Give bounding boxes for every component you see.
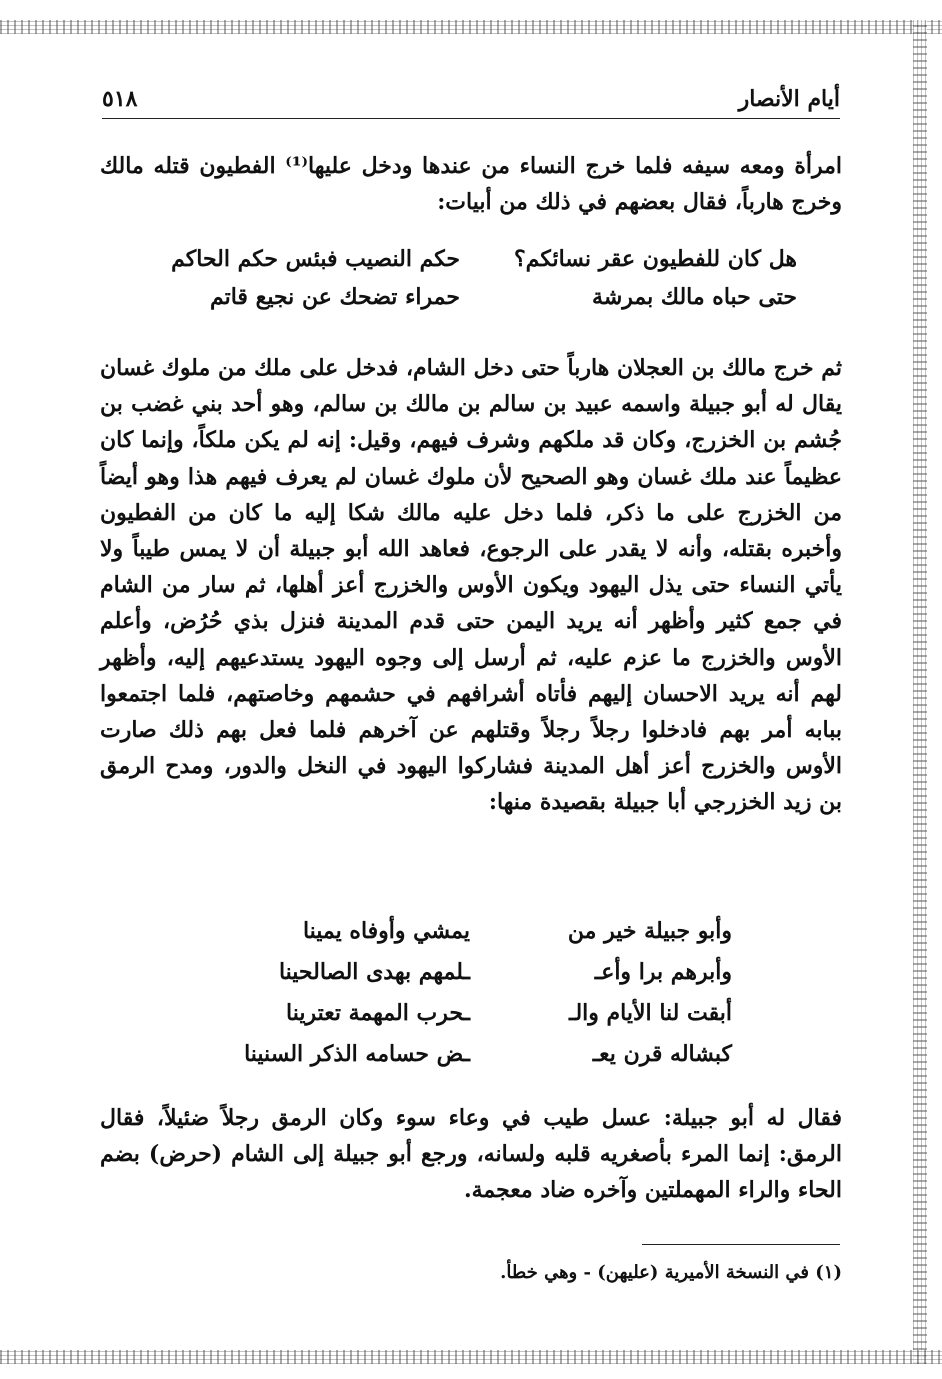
poem-2 xyxy=(100,918,842,1082)
paragraph-2-text: ثم خرج مالك بن العجلان هارباً حتى دخل الشام، فدخل على ملك من ملوك غسان يقال له أبو جبيلة واسمه عبيد بن سالم بن مالك بن سالم، وهو أحد بني غضب بن جُشم بن الخزرج، وكان قد ملكهم وشرف فيهم، وقيل: إنه لم يكن ملكاً، وإنما كان عظيماً عند ملك غسان وهو الصحيح لأن ملوك غسان لم يعرف فيهم هذا وهو أيضاً من الخزرج على ما ذكر، فلما دخل عليه مالك شكا إليه ما كان من الفطيون وأخبره بقتله، وأنه لا يقدر على الرجوع، فعاهد الله أبو جبيلة أن لا يمس طيباً ولا يأتي النساء حتى يذل اليهود ويكون الأوس والخزرج أعز أهلها، ثم سار من الشام في جمع كثير وأظهر أنه يريد اليمن حتى قدم المدينة فنزل بذي حُرُض، وأعلم الأوس والخزرج ما عزم عليه، ثم أرسل إلى وجوه اليهود يستدعيهم إليه، وأظهر لهم أنه يريد الاحسان إليهم فأتاه أشرافهم في حشمهم وخاصتهم، فلما اجتمعوا ببابه أمر بهم فادخلوا رجلاً رجلاً وقتلهم عن آخرهم فلما فعل بهم ذلك صارت الأوس والخزرج أعز أهل المدينة فشاركوا اليهود في النخل والدور، ومدح الرمق بن زيد الخزرجي أبا جبيلة بقصيدة منها: xyxy=(100,355,842,816)
paragraph-1-text: امرأة ومعه سيفه فلما خرج النساء من عندها ودخل عليها⁽¹⁾ الفطيون قتله مالك وخرج هارباً، فقال بعضهم في ذلك من أبيات: xyxy=(100,153,842,216)
verse-line xyxy=(100,918,842,959)
verse-first-hemistich: وأبو جبيلة خير من xyxy=(567,918,732,944)
paragraph-3 xyxy=(100,1100,842,1209)
verse-first-hemistich: وأبرهم برا وأعـ xyxy=(594,959,732,985)
verse-line xyxy=(100,246,842,284)
verse-first-hemistich: هل كان للفطيون عقر نسائكم؟ xyxy=(514,246,797,272)
verse-line xyxy=(100,284,842,322)
verse-first-hemistich: أبقت لنا الأيام والـ xyxy=(569,1000,732,1026)
paragraph-3-text: فقال له أبو جبيلة: عسل طيب في وعاء سوء وكان الرمق رجلاً ضئيلاً، فقال الرمق: إنما المرء بأصغريه قلبه ولسانه، ورجع أبو جبيلة إلى الشام (حرض) بضم الحاء والراء المهملتين وآخره ضاد معجمة. xyxy=(100,1105,842,1204)
verse-second-hemistich: حمراء تضحك عن نجيع قاتم xyxy=(209,284,460,310)
verse-second-hemistich: ـحرب المهمة تعترينا xyxy=(286,1000,470,1026)
page-number: ٥١٨ xyxy=(102,86,138,112)
poem-1 xyxy=(100,246,842,322)
page-header xyxy=(102,86,840,120)
verse-line xyxy=(100,1041,842,1082)
verse-first-hemistich: حتى حباه مالك بمرشة xyxy=(592,284,797,310)
footnote: (١) في النسخة الأميرية (عليهن) - وهي خطأ. xyxy=(500,1262,842,1283)
verse-second-hemistich: يمشي وأوفاه يمينا xyxy=(302,918,470,944)
header-rule xyxy=(102,118,840,119)
decorative-border-right xyxy=(913,20,927,1364)
verse-second-hemistich: ـض حسامه الذكر السنينا xyxy=(244,1041,470,1067)
footnote-rule xyxy=(642,1244,840,1245)
verse-first-hemistich: كبشاله قرن يعـ xyxy=(592,1041,732,1067)
paragraph-1 xyxy=(100,148,842,220)
verse-line xyxy=(100,959,842,1000)
verse-second-hemistich: حكم النصيب فبئس حكم الحاكم xyxy=(171,246,460,272)
decorative-border-top xyxy=(0,20,942,34)
running-title: أيام الأنصار xyxy=(738,86,840,112)
verse-second-hemistich: ـلمهم بهدى الصالحينا xyxy=(278,959,470,985)
paragraph-2 xyxy=(100,350,842,821)
verse-line xyxy=(100,1000,842,1041)
decorative-border-bottom xyxy=(0,1350,942,1364)
